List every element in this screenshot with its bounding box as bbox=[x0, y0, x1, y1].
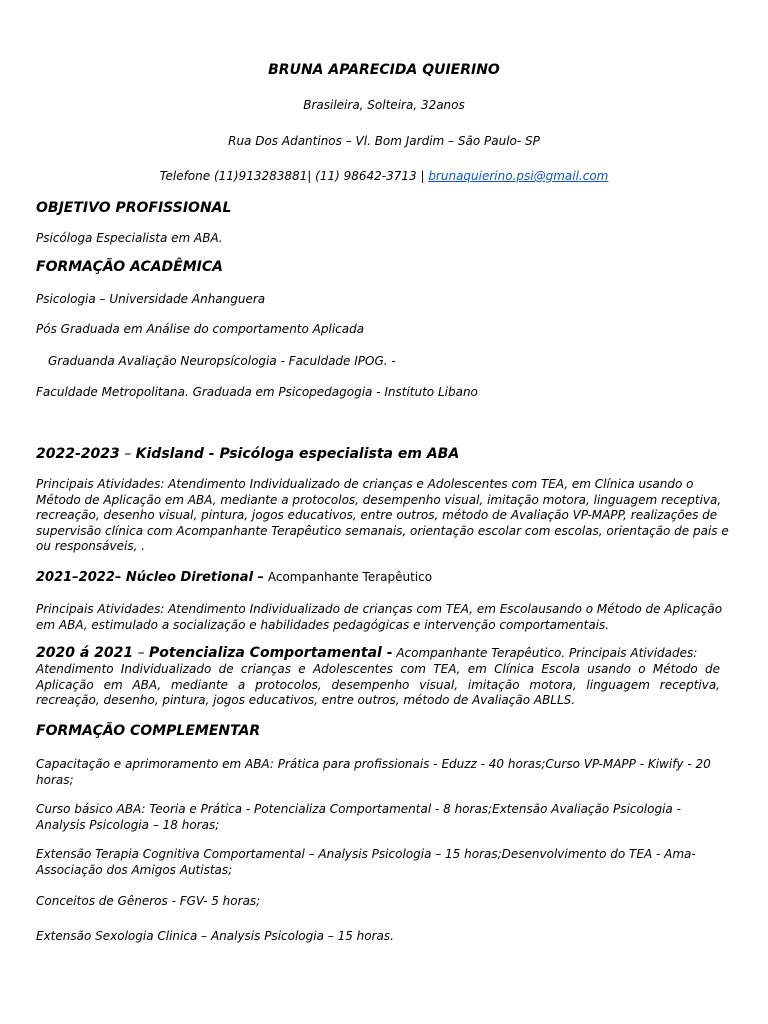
email-link[interactable]: brunaquierino.psi@gmail.com bbox=[428, 169, 609, 183]
experience-heading bbox=[36, 446, 459, 462]
objective-heading: OBJETIVO PROFISSIONAL bbox=[36, 200, 232, 216]
education-item: Pós Graduada em Análise do comportamento Aplicada bbox=[36, 322, 365, 336]
experience-dash: – bbox=[119, 446, 136, 462]
experience-years: 2020 á 2021 bbox=[36, 645, 134, 661]
experience-years: 2022-2023 bbox=[36, 446, 120, 462]
complementary-item: Extensão Sexologia Clinica – Analysis Psicologia – 15 horas. bbox=[36, 929, 394, 943]
complementary-item: Conceitos de Gêneros - FGV- 5 horas; bbox=[36, 894, 261, 908]
experience-title: Kidsland - Psicóloga especialista em ABA bbox=[135, 446, 460, 462]
education-item: Faculdade Metropolitana. Graduada em Psicopedagogia - Instituto Libano bbox=[36, 385, 478, 399]
contact-line bbox=[0, 169, 768, 183]
experience-role: Acompanhante Terapêutico bbox=[264, 570, 433, 584]
objective-text: Psicóloga Especialista em ABA. bbox=[36, 231, 223, 245]
experience-dash: – bbox=[133, 645, 150, 661]
experience-description: Principais Atividades: Atendimento Individualizado de crianças com TEA, em Escolausando o Método de Aplicação em ABA, estimulado a socialização e habilidades pedagógicas e intervenção comportamentais. bbox=[36, 602, 723, 632]
experience-title: Potencializa Comportamental - bbox=[149, 645, 393, 661]
complementary-heading: FORMAÇÃO COMPLEMENTAR bbox=[36, 723, 261, 739]
education-item: Psicologia – Universidade Anhanguera bbox=[36, 292, 266, 306]
experience-role: Acompanhante Terapêutico. Principais Atividades: bbox=[392, 646, 698, 660]
experience-heading bbox=[36, 570, 432, 585]
complementary-item: Extensão Terapia Cognitiva Comportamental – Analysis Psicologia – 15 horas;Desenvolvimento do TEA - Ama- Associação dos Amigos Autistas; bbox=[36, 847, 696, 877]
complementary-item: Curso básico ABA: Teoria e Prática - Potencializa Comportamental - 8 horas;Extensão Avaliação Psicologia - Analysis Psicologia – 18 horas; bbox=[36, 802, 681, 832]
experience-years: 2021–2022– Núcleo Diretional – bbox=[36, 570, 265, 585]
phone-numbers: Telefone (11)913283881| (11) 98642-3713 | bbox=[159, 169, 429, 183]
experience-description: Atendimento Individualizado de crianças e Adolescentes com TEA, em Clínica Escola usando o Método de Aplicação em ABA, mediante a protocolos, desempenho visual, imitação motora, linguagem receptiva, recreação, desenho, pintura, jogos educativos, entre outros, método de Avaliação ABLLS. bbox=[36, 662, 720, 707]
experience-description: Principais Atividades: Atendimento Individualizado de crianças e Adolescentes com TEA, em Clínica usando o Método de Aplicação em ABA, mediante a protocolos, desempenho visual, imitação motora, linguagem receptiva, recreação, desenho visual, pintura, jogos educativos, entre outros, método de Avaliação VP-MAPP, realizações de supervisão clínica com Acompanhante Terapêutico semanais, orientação escolar com escolas, orientação de pais e ou responsáveis, . bbox=[36, 477, 729, 553]
experience-heading bbox=[36, 645, 697, 661]
candidate-name: BRUNA APARECIDA QUIERINO bbox=[268, 62, 500, 78]
personal-info: Brasileira, Solteira, 32anos bbox=[303, 98, 465, 112]
complementary-item: Capacitação e aprimoramento em ABA: Prática para profissionais - Eduzz - 40 horas;Curso VP-MAPP - Kiwify - 20 horas; bbox=[36, 757, 711, 787]
education-heading: FORMAÇÃO ACADÊMICA bbox=[36, 259, 223, 275]
education-item: Graduanda Avaliação Neuropsícologia - Faculdade IPOG. - bbox=[48, 354, 396, 368]
address: Rua Dos Adantinos – Vl. Bom Jardim – São Paulo- SP bbox=[228, 134, 540, 148]
